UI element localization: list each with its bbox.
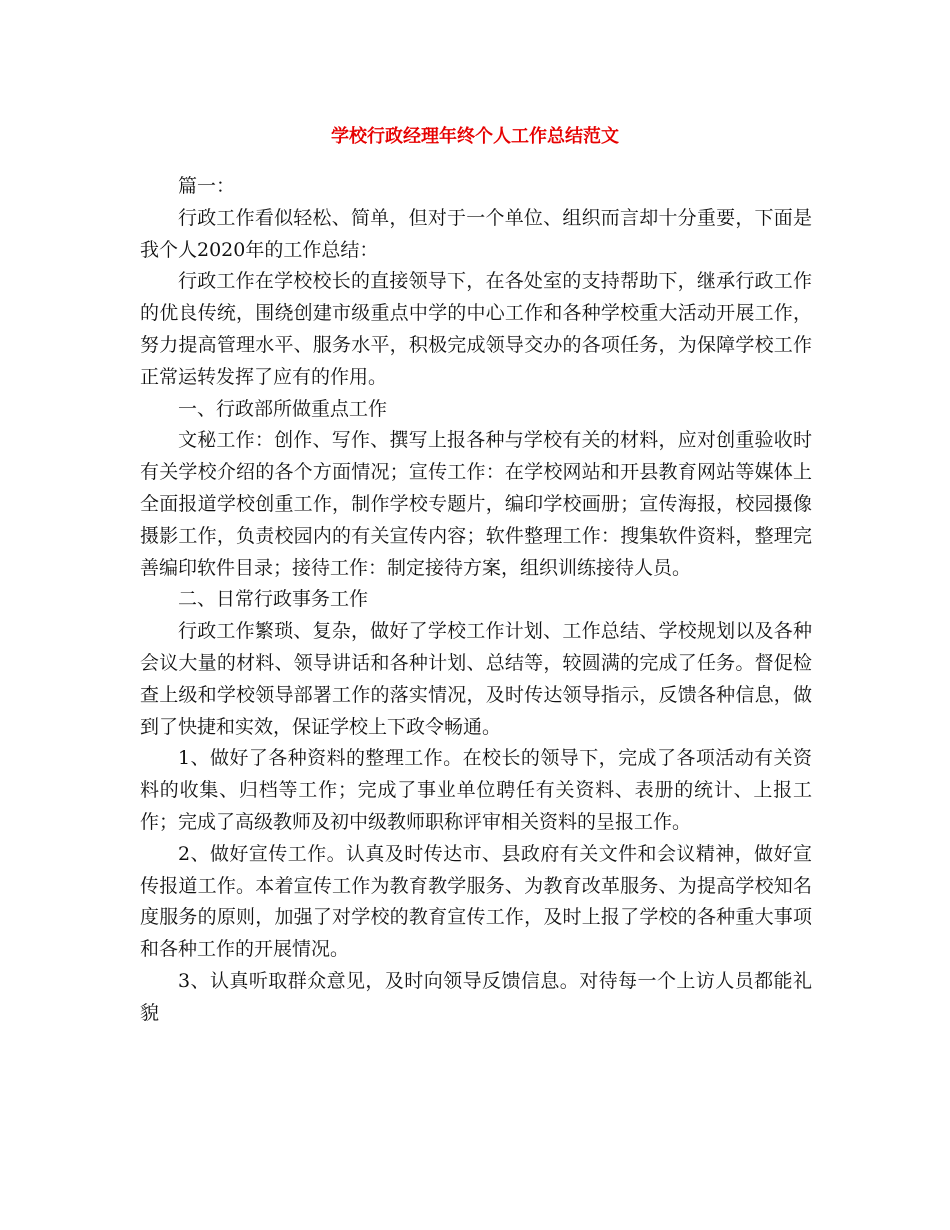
document-title: 学校行政经理年终个人工作总结范文 [331,126,619,147]
paragraph-section-label: 篇一： [178,175,236,197]
paragraph-item-1: 1、做好了各种资料的整理工作。在校长的领导下，完成了各项活动有关资料的收集、归档等工作；完成了事业单位聘任有关资料、表册的统计、上报工作；完成了高级教师及初中级教师职称评审相关资料的呈报工作。 [140,747,812,833]
paragraph-item-2: 2、做好宣传工作。认真及时传达市、县政府有关文件和会议精神，做好宣传报道工作。本着宣传工作为教育教学服务、为教育改革服务、为提高学校知名度服务的原则，加强了对学校的教育宣传工作，及时上报了学校的各种重大事项和各种工作的开展情况。 [140,842,812,961]
paragraph-intro: 行政工作看似轻松、简单，但对于一个单位、组织而言却十分重要，下面是我个人2020年的工作总结： [140,206,812,261]
paragraph-overview: 行政工作在学校校长的直接领导下，在各处室的支持帮助下，继承行政工作的优良传统，围绕创建市级重点中学的中心工作和各种学校重大活动开展工作，努力提高管理水平、服务水平，积极完成领导交办的各项任务，为保障学校工作正常运转发挥了应有的作用。 [140,270,812,388]
paragraph-key-work: 文秘工作：创作、写作、撰写上报各种与学校有关的材料，应对创重验收时有关学校介绍的各个方面情况；宣传工作：在学校网站和开县教育网站等媒体上全面报道学校创重工作，制作学校专题片，编印学校画册；宣传海报，校园摄像摄影工作，负责校园内的有关宣传内容；软件整理工作：搜集软件资料，整理完善编印软件目录；接待工作：制定接待方案，组织训练接待人员。 [140,429,812,579]
paragraph-item-3: 3、认真听取群众意见，及时向领导反馈信息。对待每一个上访人员都能礼貌 [140,969,812,1024]
paragraph-daily-affairs: 行政工作繁琐、复杂，做好了学校工作计划、工作总结、学校规划以及各种会议大量的材料、领导讲话和各种计划、总结等，较圆满的完成了任务。督促检查上级和学校领导部署工作的落实情况，及时传达领导指示，反馈各种信息，做到了快捷和实效，保证学校上下政令畅通。 [140,620,812,738]
heading-daily-affairs: 二、日常行政事务工作 [178,588,369,611]
document-body [140,171,812,1030]
heading-key-work: 一、行政部所做重点工作 [178,397,388,420]
